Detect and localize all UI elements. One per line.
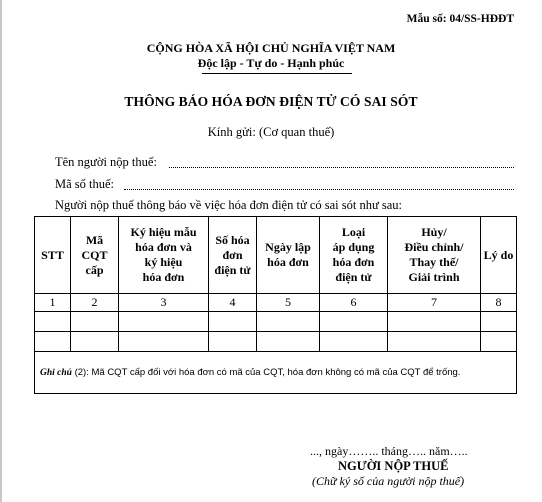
table-cell[interactable] [388,312,481,332]
column-number: 8 [481,294,517,312]
note-text: (2): Mã CQT cấp đối với hóa đơn có mã của CQT, hóa đơn không có mã của CQT để trống. [74,367,461,378]
column-number: 2 [71,294,119,312]
table-cell[interactable] [35,312,71,332]
col-header-invoice-number: Số hóa đơn điện tử [209,217,257,294]
col-header-action: Hủy/ Điều chỉnh/ Thay thế/ Giải trình [388,217,481,294]
table-cell[interactable] [257,332,320,352]
col-header-invoice-type: Loại áp dụng hóa đơn điện tử [320,217,388,294]
tax-code-field[interactable] [124,187,514,190]
national-motto: Độc lập - Tự do - Hạnh phúc [197,56,345,70]
page-border [0,0,2,502]
taxpayer-name-label: Tên người nộp thuế: [55,155,157,169]
tax-code-label: Mã số thuế: [55,177,115,191]
col-header-stt: STT [35,217,71,294]
signer-title: NGƯỜI NỘP THUẾ [338,459,449,473]
table-cell[interactable] [257,312,320,332]
col-header-reason: Lý do [481,217,517,294]
national-title: CỘNG HÒA XÃ HỘI CHỦ NGHĨA VIỆT NAM [146,41,396,55]
table-note-row [35,352,517,394]
col-header-invoice-date: Ngày lập hóa đơn [257,217,320,294]
table-cell[interactable] [209,312,257,332]
motto-underline [202,73,352,74]
table-cell[interactable] [481,312,517,332]
taxpayer-name-field[interactable] [169,165,514,168]
intro-text: Người nộp thuế thông báo về việc hóa đơn điện tử có sai sót như sau: [55,198,403,212]
table-cell[interactable] [388,332,481,352]
table-cell[interactable] [119,312,209,332]
table-header-row [35,217,517,294]
table-cell[interactable] [71,332,119,352]
note-label: Ghi chú [40,368,72,378]
column-number: 6 [320,294,388,312]
table-cell[interactable] [320,332,388,352]
form-number: Mẫu số: 04/SS-HĐĐT [406,13,514,25]
column-number: 7 [388,294,481,312]
column-number: 1 [35,294,71,312]
col-header-invoice-template: Ký hiệu mẫu hóa đơn và ký hiệu hóa đơn [119,217,209,294]
col-header-cqt-code: Mã CQT cấp [71,217,119,294]
table-row[interactable] [35,332,517,352]
table-cell[interactable] [481,332,517,352]
column-number: 3 [119,294,209,312]
document-title: THÔNG BÁO HÓA ĐƠN ĐIỆN TỬ CÓ SAI SÓT [124,94,418,109]
column-number-row [35,294,517,312]
table-cell[interactable] [209,332,257,352]
table-cell[interactable] [320,312,388,332]
column-number: 4 [209,294,257,312]
table-row[interactable] [35,312,517,332]
date-line: ..., ngày…….. tháng….. năm….. [310,444,468,458]
signature-note: (Chữ ký số của người nộp thuế) [312,474,465,488]
table-note [35,352,517,394]
recipient-line: Kính gửi: (Cơ quan thuế) [207,125,335,139]
column-number: 5 [257,294,320,312]
table-cell[interactable] [71,312,119,332]
table-cell[interactable] [119,332,209,352]
error-invoice-table [34,216,517,394]
table-cell[interactable] [35,332,71,352]
